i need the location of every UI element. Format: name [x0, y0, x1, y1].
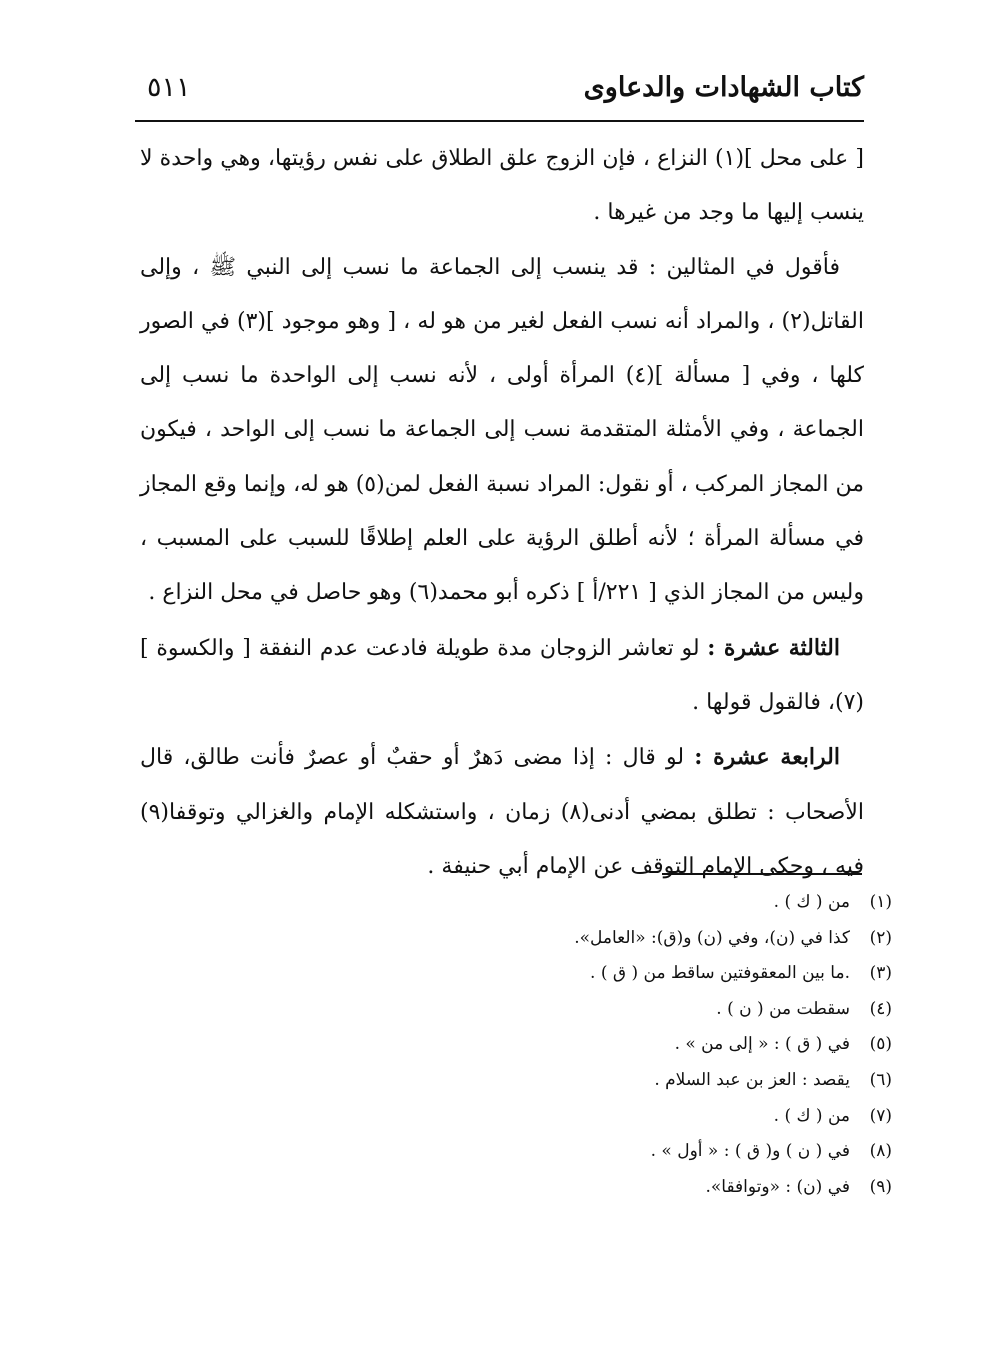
footnote-number: (٤)	[869, 998, 892, 1019]
paragraph-4-heading: الرابعة عشرة :	[694, 744, 840, 771]
footnote-text: في ( ق ) : « إلى من » .	[674, 1034, 850, 1055]
page-number: ٥١١	[147, 72, 191, 103]
paragraph-3-text: لو تعاشر الزوجان مدة طويلة فادعت عدم النفقة [ والكسوة ](٧)، فالقول قولها .	[140, 635, 864, 715]
footnote	[140, 992, 892, 1028]
footnote-number: (٩)	[869, 1176, 892, 1197]
footnote-text: يقصد : العز بن عبد السلام .	[654, 1069, 850, 1090]
paragraph-2: فأقول في المثالين : قد ينسب إلى الجماعة ما نسب إلى النبي ﷺ ، وإلى القاتل(٢) ، والمراد أنه نسب الفعل لغير من هو له ، [ وهو موجود ](٣) في الصور كلها ، وفي [ مسألة ](٤) المرأة أولى ، لأنه نسب إلى الواحدة ما نسب إلى الجماعة ، وفي الأمثلة المتقدمة نسب إلى الجماعة ما نسب إلى الواحد ، فيكون من المجاز المركب ، أو نقول: المراد نسبة الفعل لمن(٥) هو له، وإنما وقع المجاز في مسألة المرأة ؛ لأنه أطلق الرؤية على العلم إطلاقًا للسبب على المسبب ، وليس من المجاز الذي [ ٢٢١/أ ] ذكره أبو محمد(٦) وهو حاصل في محل النزاع .	[139, 254, 864, 606]
footnote-text: .ما بين المعقوفتين ساقط من ( ق ) .	[590, 963, 850, 984]
footnote-text: كذا في (ن)، وفي (ن) و(ق): «العامل».	[574, 927, 850, 948]
footnote	[140, 1063, 892, 1099]
footnote-text: سقطت من ( ن ) .	[716, 998, 850, 1019]
footnote-number: (٢)	[869, 927, 892, 948]
header-divider	[135, 120, 864, 122]
footnote-number: (٦)	[869, 1069, 892, 1090]
footnote	[140, 956, 892, 992]
footnote-divider	[662, 873, 862, 875]
footnote-text: في ( ن ) و( ق ) : « أول » .	[650, 1141, 850, 1162]
paragraph-3	[140, 621, 864, 731]
footnote	[140, 921, 892, 957]
running-title: كتاب الشهادات والدعاوى	[583, 72, 864, 103]
footnote-number: (٥)	[869, 1034, 892, 1055]
footnote-number: (١)	[869, 892, 892, 912]
paragraph-4	[140, 730, 864, 894]
footnote	[140, 1134, 892, 1170]
paragraph-3-heading: الثالثة عشرة :	[707, 634, 840, 661]
page-header	[135, 62, 864, 120]
paragraph-4-text: لو قال : إذا مضى دَهرٌ أو حقبٌ أو عصرٌ فأنت طالق، قال الأصحاب : تطلق بمضي أدنى(٨) زمان ، واستشكله الإمام والغزالي وتوقفا(٩) فيه ، وحكى الإمام التوقف عن الإمام أبي حنيفة .	[140, 745, 864, 879]
footnote-number: (٧)	[869, 1105, 892, 1126]
footnote-text: من ( ك ) .	[773, 1105, 850, 1126]
footnote-number: (٣)	[869, 963, 892, 984]
paragraph-1: [ على محل ](١) النزاع ، فإن الزوج علق الطلاق على نفس رؤيتها، وهي واحدة لا ينسب إليها ما وجد من غيرها .	[140, 146, 864, 226]
footnote	[140, 1170, 892, 1206]
footnotes-list	[140, 885, 892, 1205]
footnote-number: (٨)	[869, 1141, 892, 1162]
footnote-text: من ( ك ) .	[773, 892, 850, 912]
main-text	[140, 132, 864, 894]
footnote	[140, 1027, 892, 1063]
footnote-text: في (ن) : «وتوافقا».	[705, 1176, 850, 1197]
footnote	[140, 885, 892, 921]
footnote	[140, 1099, 892, 1135]
